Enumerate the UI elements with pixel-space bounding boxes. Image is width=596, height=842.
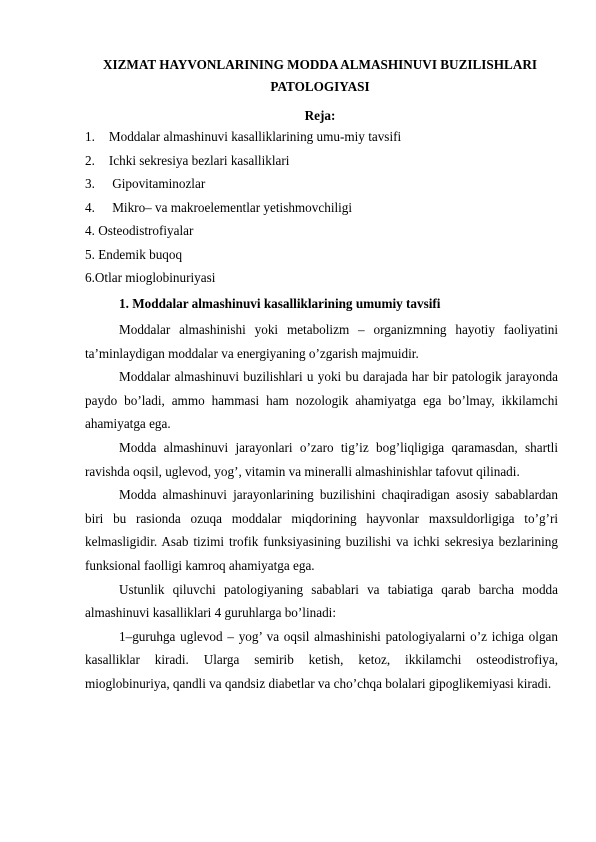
paragraph: 1–guruhga uglevod – yog’ va oqsil almashinishi patologiyalarni o’z ichiga olgan kasalliklar kiradi. Ularga semirib ketish, ketoz, ikkilamchi osteodistrofiya, mioglobinuriya, qandli va qandsiz diabetlar va cho’chqa bolalari gipoglikemiyasi kiradi.	[85, 628, 558, 691]
plan-item	[85, 198, 565, 222]
plan-item-text: Moddalar almashinuvi kasalliklarining umu-miy tavsifi	[108, 129, 402, 144]
plan-item-text: Osteodistrofiyalar	[98, 223, 194, 238]
plan-item	[85, 221, 565, 245]
plan-item-text: Endemik buqoq	[98, 246, 183, 262]
plan-item-number: 3.	[85, 176, 95, 191]
plan-item-number: 5.	[85, 246, 95, 262]
document-body	[85, 318, 558, 696]
plan-item-text: Mikro– va makroelementlar yetishmovchiligi	[112, 199, 353, 215]
plan-item	[85, 127, 565, 151]
plan-item	[85, 268, 565, 292]
paragraph: Moddalar almashinishi yoki metabolizm – organizmning hayotiy faoliyatini ta’minlaydigan moddalar va energiyaning o’zgarish majmuidir.	[85, 322, 558, 361]
plan-label: Reja:	[304, 108, 336, 123]
plan-item-text: Ichki sekresiya bezlari kasalliklari	[108, 152, 290, 168]
plan-item-number: 2.	[85, 152, 95, 168]
paragraph: Moddalar almashinuvi buzilishlari u yoki bu darajada har bir patologik jarayonda paydo bo’ladi, ammo hammasi ham nozologik ahamiyatga ega bo’lmay, ikkilamchi ahamiyatga ega.	[85, 369, 558, 432]
paragraph: Ustunlik qiluvchi patologiyaning sabablari va tabiatiga qarab barcha modda almashinuvi kasalliklari 4 guruhlarga bo’linadi:	[85, 581, 558, 621]
plan-item-number: 6.	[85, 270, 95, 285]
plan-item	[85, 245, 565, 269]
document-title: XIZMAT HAYVONLARINING MODDA ALMASHINUVI BUZILISHLARI PATOLOGIYASI	[102, 57, 537, 94]
paragraph: Modda almashinuvi jarayonlari o’zaro tig’iz bog’liqligiga qaramasdan, shartli ravishda oqsil, uglevod, yog’, vitamin va mineralli almashinishlar tafovut qilinadi.	[85, 439, 558, 479]
plan-item-text: Gipovitaminozlar	[112, 176, 206, 191]
plan-item-text: Otlar mioglobinuriyasi	[94, 270, 216, 285]
plan-list	[85, 127, 565, 292]
plan-item-number: 4.	[85, 223, 95, 238]
section-heading: 1. Moddalar almashinuvi kasalliklarining umumiy tavsifi	[119, 296, 441, 311]
plan-item-number: 1.	[85, 129, 95, 144]
plan-item	[85, 174, 565, 198]
plan-item-number: 4.	[85, 199, 95, 215]
paragraph: Modda almashinuvi jarayonlarining buzilishini chaqiradigan asosiy sabablardan biri bu rasionda ozuqa moddalar miqdorining hayvonlar maxsuldorligiga to’g’ri kelmasligidir. Asab tizimi trofik funksiyasining buzilishi va ichki sekresiya bezlarining funksional faolligi kamroq ahamiyatga ega.	[85, 487, 558, 573]
plan-item	[85, 151, 565, 175]
